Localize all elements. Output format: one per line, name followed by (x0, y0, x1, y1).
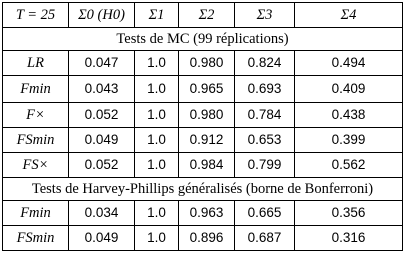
cell: 0.824 (235, 51, 295, 76)
cell: 0.562 (295, 153, 403, 178)
header-t: T = 25 (3, 3, 69, 28)
cell: 0.984 (179, 153, 235, 178)
header-sigma4: Σ4 (295, 3, 403, 28)
cell: 1.0 (135, 153, 179, 178)
cell: 1.0 (135, 226, 179, 251)
cell: 0.034 (69, 201, 135, 226)
header-row (3, 3, 403, 28)
cell: 0.963 (179, 201, 235, 226)
row-label: Fmin (3, 76, 69, 103)
cell: 0.799 (235, 153, 295, 178)
row-label: FSmin (3, 226, 69, 251)
cell: 0.049 (69, 128, 135, 153)
table-row (3, 51, 403, 76)
row-label: FS× (3, 153, 69, 178)
header-sigma2: Σ2 (179, 3, 235, 28)
cell: 0.965 (179, 76, 235, 103)
cell: 1.0 (135, 76, 179, 103)
table-row (3, 76, 403, 103)
table-row (3, 226, 403, 251)
cell: 0.784 (235, 103, 295, 128)
cell: 0.052 (69, 103, 135, 128)
row-label: LR (3, 51, 69, 76)
table-row (3, 201, 403, 226)
section-mc-row (3, 28, 403, 51)
header-sigma1: Σ1 (135, 3, 179, 28)
cell: 0.653 (235, 128, 295, 153)
row-label: Fmin (3, 201, 69, 226)
cell: 0.356 (295, 201, 403, 226)
cell: 0.438 (295, 103, 403, 128)
cell: 1.0 (135, 201, 179, 226)
cell: 0.049 (69, 226, 135, 251)
cell: 0.409 (295, 76, 403, 103)
cell: 0.687 (235, 226, 295, 251)
cell: 0.052 (69, 153, 135, 178)
cell: 0.980 (179, 103, 235, 128)
results-table (2, 2, 403, 251)
cell: 0.693 (235, 76, 295, 103)
row-label: F× (3, 103, 69, 128)
cell: 0.665 (235, 201, 295, 226)
table-row (3, 103, 403, 128)
cell: 0.912 (179, 128, 235, 153)
cell: 0.399 (295, 128, 403, 153)
table-row (3, 128, 403, 153)
cell: 0.980 (179, 51, 235, 76)
header-sigma0: Σ0 (H0) (69, 3, 135, 28)
cell: 0.896 (179, 226, 235, 251)
table-row (3, 153, 403, 178)
section-hp-row (3, 178, 403, 201)
cell: 0.043 (69, 76, 135, 103)
cell: 0.047 (69, 51, 135, 76)
cell: 0.494 (295, 51, 403, 76)
section-hp-title: Tests de Harvey-Phillips généralisés (borne de Bonferroni) (3, 178, 403, 201)
header-sigma3: Σ3 (235, 3, 295, 28)
row-label: FSmin (3, 128, 69, 153)
section-mc-title: Tests de MC (99 réplications) (3, 28, 403, 51)
cell: 1.0 (135, 128, 179, 153)
cell: 1.0 (135, 103, 179, 128)
cell: 0.316 (295, 226, 403, 251)
cell: 1.0 (135, 51, 179, 76)
